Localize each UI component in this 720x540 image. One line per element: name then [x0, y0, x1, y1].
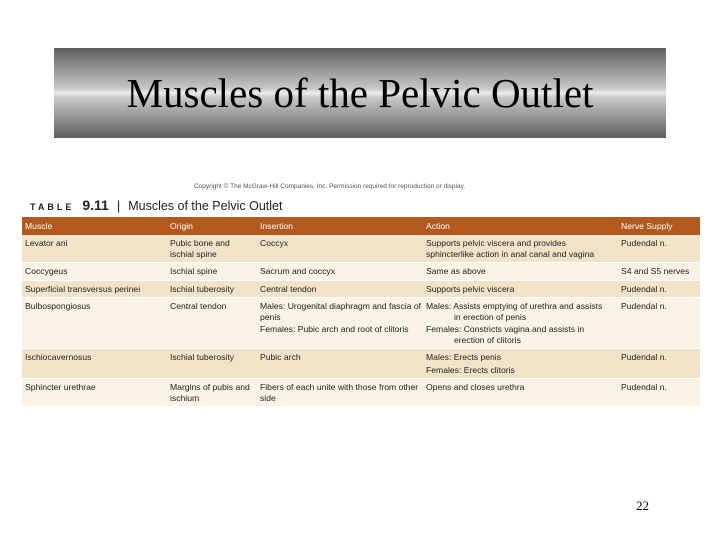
cell-action: Same as above	[423, 263, 618, 281]
table-row	[22, 379, 700, 407]
table-header-row	[22, 217, 700, 235]
action-line	[426, 324, 616, 345]
cell-insertion: Coccyx	[257, 235, 423, 263]
cell-muscle: Bulbospongiosus	[22, 298, 167, 349]
header-origin: Origin	[167, 217, 257, 235]
table-figure	[22, 183, 700, 429]
table-heading	[30, 197, 282, 215]
table-row	[22, 235, 700, 263]
action-line-lead: Males: Assists emptying of urethra and assists	[426, 301, 603, 311]
insertion-line: Females: Pubic arch and root of clitoris	[260, 324, 409, 334]
cell-insertion: Fibers of each unite with those from other side	[257, 379, 423, 407]
header-insertion: Insertion	[257, 217, 423, 235]
table-number: 9.11	[82, 197, 109, 213]
action-line-rest: erection of clitoris	[454, 334, 521, 345]
action-line: Females: Erects clitoris	[426, 364, 515, 375]
cell-nerve: Pudendal n.	[618, 349, 700, 379]
cell-origin: Central tendon	[167, 298, 257, 349]
action-line: Males: Erects penis	[426, 352, 501, 362]
cell-nerve: Pudendal n.	[618, 235, 700, 263]
table-separator: |	[116, 198, 121, 213]
cell-origin: Margins of pubis and ischium	[167, 379, 257, 407]
action-line-rest: in erection of penis	[454, 311, 527, 322]
cell-insertion	[257, 298, 423, 349]
cell-insertion: Sacrum and coccyx	[257, 263, 423, 281]
slide-title: Muscles of the Pelvic Outlet	[126, 70, 594, 116]
cell-origin: Ischial spine	[167, 263, 257, 281]
muscle-table	[22, 217, 700, 407]
cell-muscle: Superficial transversus perinei	[22, 280, 167, 298]
cell-action: Supports pelvic viscera	[423, 280, 618, 298]
cell-insertion: Central tendon	[257, 280, 423, 298]
title-banner	[54, 48, 666, 138]
cell-origin: Ischial tuberosity	[167, 349, 257, 379]
page-number: 22	[636, 498, 649, 513]
insertion-line: Males: Urogenital diaphragm and fascia of penis	[260, 301, 421, 322]
header-nerve-supply: Nerve Supply	[618, 217, 700, 235]
copyright-notice: Copyright © The McGraw-Hill Companies, Inc. Permission required for reproduction or display.	[194, 183, 466, 190]
cell-nerve: S4 and S5 nerves	[618, 263, 700, 281]
header-action: Action	[423, 217, 618, 235]
cell-muscle: Ischiocavernosus	[22, 349, 167, 379]
cell-nerve: Pudendal n.	[618, 298, 700, 349]
cell-action: Supports pelvic viscera and provides sphincterlike action in anal canal and vagina	[423, 235, 618, 263]
cell-action	[423, 349, 618, 379]
cell-muscle: Coccygeus	[22, 263, 167, 281]
cell-action	[423, 298, 618, 349]
table-row	[22, 263, 700, 281]
header-muscle: Muscle	[22, 217, 167, 235]
cell-nerve: Pudendal n.	[618, 280, 700, 298]
table-row	[22, 280, 700, 298]
cell-muscle: Levator ani	[22, 235, 167, 263]
action-line	[426, 301, 616, 322]
cell-muscle: Sphincter urethrae	[22, 379, 167, 407]
cell-origin: Ischial tuberosity	[167, 280, 257, 298]
action-line-lead: Females: Constricts vagina and assists in	[426, 324, 585, 334]
table-row	[22, 298, 700, 349]
cell-action: Opens and closes urethra	[423, 379, 618, 407]
cell-origin: Pubic bone and ischial spine	[167, 235, 257, 263]
cell-nerve: Pudendal n.	[618, 379, 700, 407]
cell-insertion: Pubic arch	[257, 349, 423, 379]
table-word: TABLE	[30, 202, 75, 212]
table-title: Muscles of the Pelvic Outlet	[128, 199, 283, 213]
table-row	[22, 349, 700, 379]
